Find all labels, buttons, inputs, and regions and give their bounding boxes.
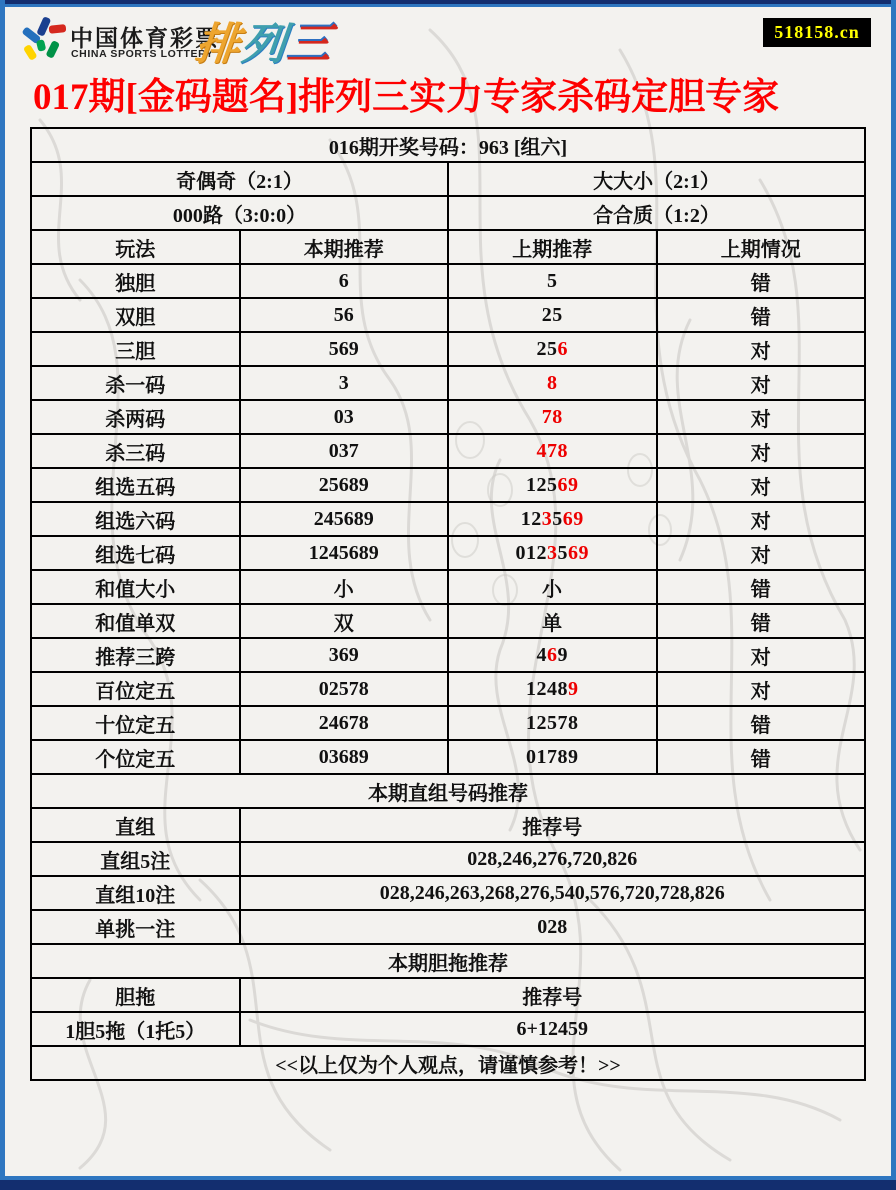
dantuo-type: 1胆5拖（1托5） (31, 1012, 240, 1046)
last-result: 对 (657, 502, 866, 536)
col-header-last: 上期推荐 (448, 230, 657, 264)
last-result: 对 (657, 536, 866, 570)
play-name: 百位定五 (31, 672, 240, 706)
last-result: 对 (657, 366, 866, 400)
table-row (31, 366, 865, 400)
col-header-play: 玩法 (31, 230, 240, 264)
dantuo-section-title: 本期胆拖推荐 (31, 944, 865, 978)
last-reco-segment: 5 (547, 269, 558, 292)
table-row (31, 706, 865, 740)
table-row (31, 434, 865, 468)
dantuo-section (31, 944, 865, 1012)
last-reco-segment: 478 (536, 439, 568, 462)
last-reco-segment: 69 (562, 507, 584, 530)
draw-result-row (31, 128, 865, 162)
last-recommendation (448, 570, 657, 604)
last-recommendation (448, 298, 657, 332)
last-reco-segment: 小 (542, 578, 563, 601)
last-recommendation (448, 706, 657, 740)
last-reco-segment: 69 (568, 541, 589, 564)
game-char-pai: 排 (192, 20, 245, 69)
sub-header-row (31, 808, 865, 842)
play-name: 组选五码 (31, 468, 240, 502)
last-reco-segment: 6 (557, 337, 568, 360)
last-result: 对 (657, 672, 866, 706)
current-recommendation: 369 (240, 638, 449, 672)
zhizu-numbers: 028,246,263,268,276,540,576,720,728,826 (240, 876, 866, 910)
table-row (31, 502, 865, 536)
zhizu-type: 直组5注 (31, 842, 240, 876)
last-reco-segment: 012 (515, 541, 547, 564)
game-logo-pailiesan (193, 8, 338, 72)
last-result: 错 (657, 298, 866, 332)
dantuo-rows (31, 1012, 865, 1046)
current-recommendation: 02578 (240, 672, 449, 706)
play-name: 独胆 (31, 264, 240, 298)
table-row (31, 672, 865, 706)
zhizu-type: 直组10注 (31, 876, 240, 910)
last-reco-segment: 25 (541, 303, 563, 326)
section-title-row (31, 944, 865, 978)
current-recommendation: 3 (240, 366, 449, 400)
last-recommendation (448, 468, 657, 502)
play-name: 十位定五 (31, 706, 240, 740)
col-header-current: 本期推荐 (240, 230, 449, 264)
last-recommendation (448, 434, 657, 468)
last-reco-segment: 9 (557, 643, 568, 666)
current-recommendation: 双 (240, 604, 449, 638)
last-recommendation (448, 332, 657, 366)
play-name: 双胆 (31, 298, 240, 332)
frame-top-blue (0, 4, 896, 7)
play-name: 个位定五 (31, 740, 240, 774)
last-result: 对 (657, 468, 866, 502)
summary-row (31, 196, 865, 230)
zhizu-numbers: 028 (240, 910, 866, 944)
current-recommendation: 245689 (240, 502, 449, 536)
column-header-row (31, 230, 865, 264)
last-recommendation (448, 536, 657, 570)
last-recommendation (448, 604, 657, 638)
play-name: 和值大小 (31, 570, 240, 604)
last-reco-segment: 12578 (526, 711, 579, 734)
last-result: 错 (657, 740, 866, 774)
table-row (31, 842, 865, 876)
last-reco-segment: 5 (552, 507, 563, 530)
last-recommendation (448, 672, 657, 706)
draw-result: 016期开奖号码：963 [组六] (31, 128, 865, 162)
last-recommendation (448, 366, 657, 400)
frame-left (0, 0, 5, 1190)
play-name: 三胆 (31, 332, 240, 366)
page-title: 017期[金码题名]排列三实力专家杀码定胆专家 (33, 77, 780, 118)
last-recommendation (448, 638, 657, 672)
table-row (31, 638, 865, 672)
last-reco-segment: 单 (542, 612, 563, 635)
table-row (31, 468, 865, 502)
table-row (31, 910, 865, 944)
table-row (31, 876, 865, 910)
last-reco-segment: 6 (547, 643, 558, 666)
play-name: 杀三码 (31, 434, 240, 468)
last-result: 错 (657, 706, 866, 740)
prime-pattern: 合合质（1:2） (448, 196, 865, 230)
current-recommendation: 03689 (240, 740, 449, 774)
header (0, 0, 896, 127)
game-char-san: 三 (284, 20, 337, 69)
last-recommendation (448, 502, 657, 536)
play-name: 和值单双 (31, 604, 240, 638)
play-rows (31, 264, 865, 774)
last-reco-segment: 9 (568, 677, 579, 700)
sports-lottery-logo-icon (20, 16, 66, 64)
odd-even-pattern: 奇偶奇（2:1） (31, 162, 448, 196)
brand-name-cn: 中国体育彩票 (70, 25, 220, 51)
disclaimer-note: <<以上仅为个人观点，请谨慎参考！>> (31, 1046, 865, 1080)
summary-row (31, 162, 865, 196)
table-row (31, 604, 865, 638)
last-reco-segment: 4 (536, 643, 547, 666)
frame-right (891, 0, 896, 1190)
footer-section (31, 1046, 865, 1080)
table-row (31, 332, 865, 366)
table-row (31, 400, 865, 434)
current-recommendation: 569 (240, 332, 449, 366)
brand-name-en: CHINA SPORTS LOTTERY (71, 48, 214, 60)
current-recommendation: 03 (240, 400, 449, 434)
last-reco-segment: 12 (520, 507, 542, 530)
prediction-table (30, 127, 866, 1081)
sub-header-row (31, 978, 865, 1012)
zhizu-col1-header: 直组 (31, 808, 240, 842)
last-result: 对 (657, 638, 866, 672)
table-row (31, 298, 865, 332)
zhizu-col2-header: 推荐号 (240, 808, 866, 842)
last-reco-segment: 3 (547, 541, 558, 564)
col-header-result: 上期情况 (657, 230, 866, 264)
dantuo-numbers: 6+12459 (240, 1012, 866, 1046)
zhizu-section-title: 本期直组号码推荐 (31, 774, 865, 808)
table-row (31, 570, 865, 604)
current-recommendation: 24678 (240, 706, 449, 740)
big-small-pattern: 大大小（2:1） (448, 162, 865, 196)
zhizu-type: 单挑一注 (31, 910, 240, 944)
road-pattern: 000路（3:0:0） (31, 196, 448, 230)
play-name: 组选六码 (31, 502, 240, 536)
last-reco-segment: 3 (541, 507, 553, 530)
summary-section (31, 128, 865, 264)
current-recommendation: 56 (240, 298, 449, 332)
last-result: 错 (657, 570, 866, 604)
footer-note-row (31, 1046, 865, 1080)
current-recommendation: 25689 (240, 468, 449, 502)
frame-bottom-navy (0, 1180, 896, 1190)
current-recommendation: 037 (240, 434, 449, 468)
last-result: 错 (657, 604, 866, 638)
dantuo-col2-header: 推荐号 (240, 978, 866, 1012)
table-row (31, 536, 865, 570)
last-result: 对 (657, 434, 866, 468)
last-reco-segment: 25 (536, 337, 558, 360)
last-reco-segment: 1248 (526, 677, 568, 700)
last-recommendation (448, 740, 657, 774)
zhizu-section (31, 774, 865, 842)
table-row (31, 1012, 865, 1046)
play-name: 组选七码 (31, 536, 240, 570)
site-badge: 518158.cn (763, 18, 871, 47)
last-result: 对 (657, 400, 866, 434)
last-reco-segment: 78 (541, 405, 563, 428)
play-name: 推荐三跨 (31, 638, 240, 672)
last-reco-segment: 8 (547, 371, 558, 394)
zhizu-numbers: 028,246,276,720,826 (240, 842, 866, 876)
last-result: 错 (657, 264, 866, 298)
last-reco-segment: 5 (557, 541, 568, 564)
last-recommendation (448, 400, 657, 434)
last-result: 对 (657, 332, 866, 366)
last-reco-segment: 125 (526, 473, 558, 496)
last-reco-segment: 69 (557, 473, 579, 496)
current-recommendation: 6 (240, 264, 449, 298)
play-name: 杀两码 (31, 400, 240, 434)
current-recommendation: 小 (240, 570, 449, 604)
game-char-lie: 列 (238, 20, 291, 69)
table-row (31, 264, 865, 298)
last-reco-segment: 01789 (526, 745, 579, 768)
play-name: 杀一码 (31, 366, 240, 400)
current-recommendation: 1245689 (240, 536, 449, 570)
table-row (31, 740, 865, 774)
section-title-row (31, 774, 865, 808)
last-recommendation (448, 264, 657, 298)
dantuo-col1-header: 胆拖 (31, 978, 240, 1012)
zhizu-rows (31, 842, 865, 944)
